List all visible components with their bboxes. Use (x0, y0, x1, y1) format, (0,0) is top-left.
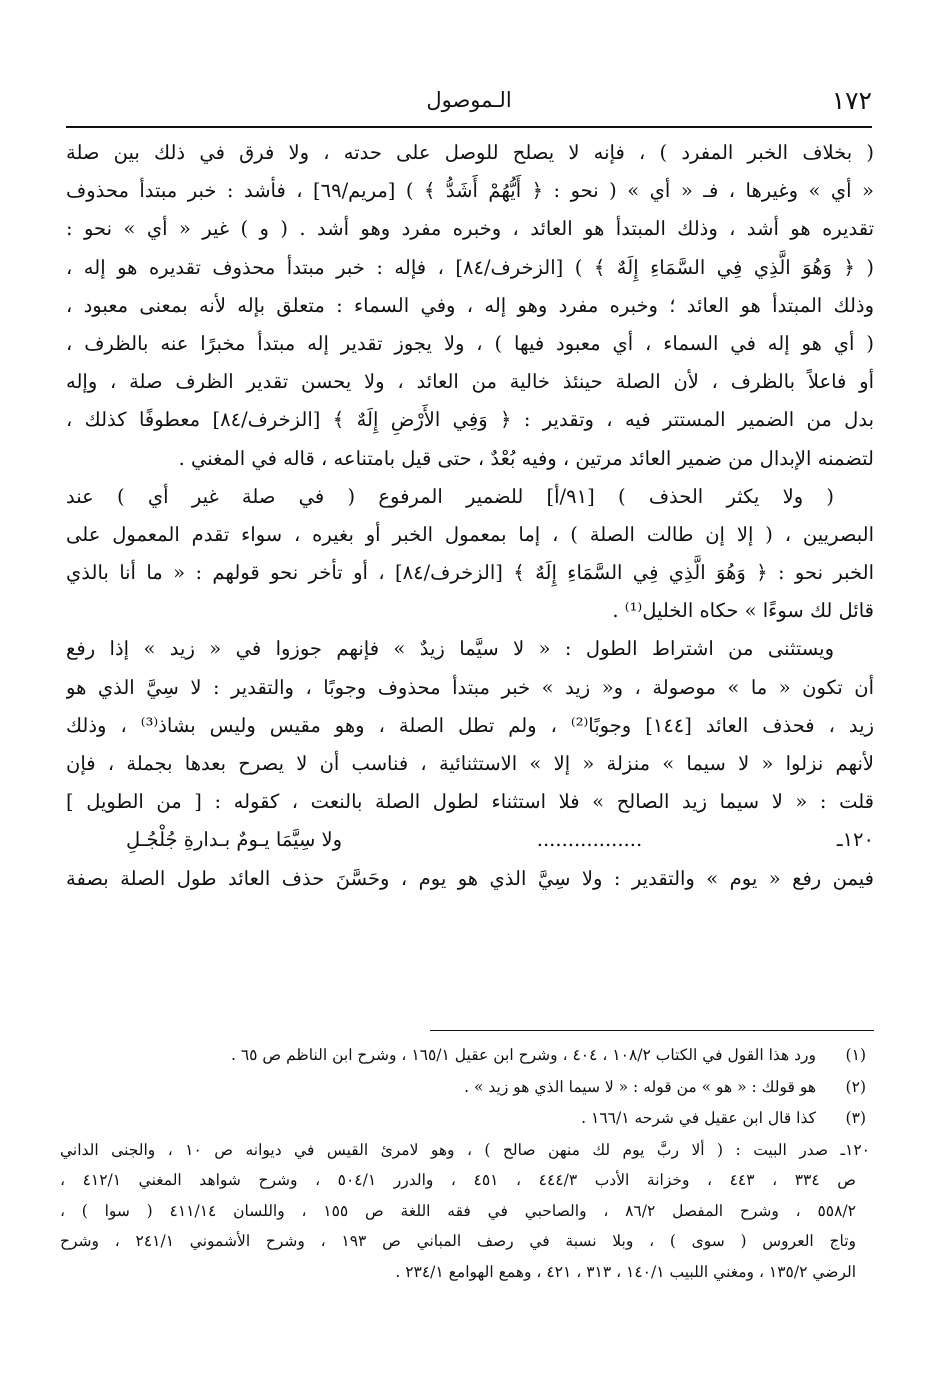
text-line: أو فاعلاً بالظرف ، لأن الصلة حينئذ خالية من العائد ، ولا يحسن تقدير الظرف صلة ، وإله (66, 370, 874, 394)
text-line: ( أي هو إله في السماء ، أي معبود فيها ) ، ولا يجوز تقدير إله مبتدأ مخبرًا عنه بالظرف ، (66, 331, 874, 355)
footnote-rule (430, 1030, 874, 1031)
text-line: وذلك المبتدأ هو العائد ؛ وخبره مفرد وهو إله ، وفي السماء : متعلق بإله لأنه بمعنى معبود ، (66, 293, 874, 317)
text-line: لتضمنه الإبدال من ضمير العائد مرتين ، وفيه بُعْدٌ ، حتى قيل بامتناعه ، قاله في المغني . (178, 446, 874, 470)
footnote-text: هو قولك : « هو » من قوله : « لا سيما الذي هو زيد » . (464, 1077, 816, 1096)
verse-source-line: الرضي ١٣٥/٢ ، ومغني اللبيب ١٤٠/١ ، ٣١٣ ، ٤٢١ ، وهمع الهوامع ٢٣٤/١ . (395, 1262, 856, 1281)
footnotes (60, 1040, 870, 1287)
text-line: فيمن رفع « يوم » والتقدير : ولا سِيَّ الذي هو يوم ، وحَسَّنَ حذف العائد طول الصلة بصفة (66, 866, 874, 890)
page-header (66, 86, 872, 124)
text-line: ويستثنى من اشتراط الطول : « لا سيَّما زيدٌ » فإنهم جوزوا في « زيد » إذا رفع (66, 637, 834, 661)
text-line: قائل لك سوءًا » حكاه الخليل⁽¹⁾ . (612, 599, 874, 623)
text-line: قلت : « لا سيما زيد الصالح » فلا استثناء لطول الصلة بالنعت ، كقوله : [ من الطويل ] (66, 790, 874, 814)
text-line: البصريين ، ( إلا إن طالت الصلة ) ، إما بمعمول الخبر أو بغيره ، سواء تقدم المعمول على (66, 522, 874, 546)
text-line: تقديره هو أشد ، وذلك المبتدأ هو العائد ، وخبره مفرد وهو أشد . ( و ) غير « أي » نحو : (66, 217, 874, 241)
main-text (66, 134, 874, 898)
running-title: الـموصول (426, 88, 512, 112)
text-line: الخبر نحو : ﴿ وَهُوَ الَّذِي فِي السَّمَاءِ إِلَهٌ ﴾ [الزخرف/٨٤] ، أو تأخر نحو قولهم : « ما أنا بالذي (66, 561, 874, 585)
verse-text: ولا سِيَّمَا يـومٌ بـدارةِ جُلْجُـلِ (126, 828, 343, 852)
verse-source-line: ٥٥٨/٢ ، وشرح المفصل ٨٦/٢ ، والصاحبي في فقه اللغة ص ١٥٥ ، واللسان ٤١١/١٤ ( سوا ) ، (60, 1201, 856, 1220)
footnote (60, 1072, 870, 1104)
footnote (60, 1103, 870, 1135)
verse-number: ١٢٠ـ (836, 828, 874, 852)
text-line: لأنهم نزلوا « لا سيما » منزلة « إلا » الاستثنائية ، فناسب أن لا يصرح بعدها بجملة ، فإن (66, 752, 874, 775)
footnote-text: ورد هذا القول في الكتاب ١٠٨/٢ ، ٤٠٤ ، وشرح ابن عقيل ١٦٥/١ ، وشرح ابن الناظم ص ٦٥ . (230, 1046, 816, 1064)
verse-source-line: ١٢٠ـ صدر البيت : ( ألا ربَّ يوم لك منهن صالح ) ، وهو لامرئ القيس في ديوانه ص ١٠ ، والجنى الداني (60, 1140, 870, 1159)
page-number: ١٧٢ (831, 86, 872, 115)
text-line: « أي » وغيرها ، فـ « أي » ( نحو : ﴿ أَيُّهُمْ أَشَدُّ ﴾ ) [مريم/٦٩] ، فأشد : خبر مبتدأ محذوف (66, 179, 874, 203)
footnote-number: (٢) (845, 1077, 866, 1096)
text-line: ( ولا يكثر الحذف ) [٩١/أ] للضمير المرفوع ( في صلة غير أي ) عند (66, 484, 834, 508)
text-line: زيد ، فحذف العائد [١٤٤] وجوبًا⁽²⁾ ، ولم تطل الصلة ، وهو مقيس وليس بشاذ⁽³⁾ ، وذلك (66, 713, 874, 737)
footnote-number: (٣) (845, 1109, 866, 1127)
footnote-number: (١) (845, 1046, 866, 1064)
text-line: ( بخلاف الخبر المفرد ) ، فإنه لا يصلح للوصل على حدته ، ولا فرق في ذلك بين صلة (66, 141, 874, 164)
text-line: بدل من الضمير المستتر فيه ، وتقدير : ﴿ وَفِي الأَرْضِ إِلَهٌ ﴾ [الزخرف/٨٤] معطوفًا كذلك ، (66, 408, 874, 432)
verse-dots: ................. (536, 828, 643, 852)
footnote (60, 1040, 870, 1072)
text-line: ( ﴿ وَهُوَ الَّذِي فِي السَّمَاءِ إِلَهٌ ﴾ ) [الزخرف/٨٤] ، فإله : خبر مبتدأ محذوف تقديره هو إله ، (66, 255, 874, 279)
verse-line (66, 821, 874, 859)
verse-source-line: ص ٣٣٤ ، ٤٤٣ ، وخزانة الأدب ٤٤٤/٣ ، ٤٥١ ، والدرر ٥٠٤/١ ، وشرح شواهد المغني ٤١٢/١ ، (60, 1171, 857, 1189)
text-line: أن تكون « ما » موصولة ، و« زيد » خبر مبتدأ محذوف وجوبًا ، والتقدير : لا سِيَّ الذي هو (66, 675, 874, 699)
header-rule (66, 126, 872, 128)
verse-source-line: وتاج العروس ( سوى ) ، وبلا نسبة في رصف المباني ص ١٩٣ ، وشرح الأشموني ٢٤١/١ ، وشرح (60, 1232, 856, 1250)
footnote-text: كذا قال ابن عقيل في شرحه ١٦٦/١ . (581, 1109, 816, 1127)
